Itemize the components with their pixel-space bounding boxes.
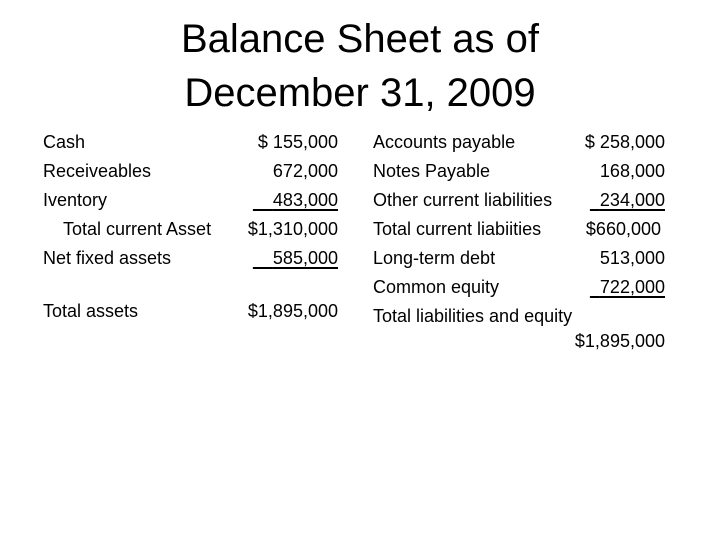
page-title (0, 12, 720, 120)
assets-label: Iventory (43, 190, 108, 210)
liabilities-label: Other current liabilities (373, 190, 553, 210)
assets-row-total-current (43, 218, 338, 240)
liabilities-value: 722,000 (599, 277, 665, 297)
assets-row-receivables (43, 160, 338, 182)
liabilities-value: $ 258,000 (584, 132, 665, 152)
liabilities-label: Notes Payable (373, 161, 491, 181)
assets-value: $1,895,000 (247, 301, 338, 321)
assets-label: Total assets (43, 301, 139, 321)
liabilities-row-notes-payable (373, 160, 665, 182)
liabilities-label: Total liabilities and equity (373, 306, 573, 326)
liabilities-label: Long-term debt (373, 248, 496, 268)
assets-row-total (43, 300, 338, 322)
liabilities-row-long-term-debt (373, 247, 665, 269)
liabilities-row-total-label (373, 305, 665, 327)
assets-label: Cash (43, 132, 86, 152)
liabilities-label: Total current liabiities (373, 219, 542, 239)
assets-row-inventory (43, 189, 338, 211)
liabilities-row-other-current (373, 189, 665, 211)
liabilities-label: Accounts payable (373, 132, 516, 152)
liabilities-row-accounts-payable (373, 131, 665, 153)
assets-row-cash (43, 131, 338, 153)
assets-label: Net fixed assets (43, 248, 172, 268)
liabilities-value: 234,000 (599, 190, 665, 210)
assets-label: Receiveables (43, 161, 152, 181)
assets-label: Total current Asset (63, 219, 212, 239)
liabilities-row-common-equity (373, 276, 665, 298)
assets-row-net-fixed (43, 247, 338, 269)
liabilities-value: $1,895,000 (574, 331, 665, 351)
assets-value: 585,000 (272, 248, 338, 268)
liabilities-row-total-value (373, 330, 665, 352)
title-line-1: Balance Sheet as of (180, 17, 540, 61)
assets-value: 672,000 (272, 161, 338, 181)
assets-value: $1,310,000 (247, 219, 338, 239)
title-line-2: December 31, 2009 (184, 71, 536, 115)
liabilities-value: $660,000 (585, 219, 661, 239)
liabilities-row-total-current (373, 218, 665, 240)
assets-value: 483,000 (272, 190, 338, 210)
liabilities-label: Common equity (373, 277, 500, 297)
liabilities-value: 168,000 (599, 161, 665, 181)
liabilities-value: 513,000 (599, 248, 665, 268)
assets-value: $ 155,000 (257, 132, 338, 152)
